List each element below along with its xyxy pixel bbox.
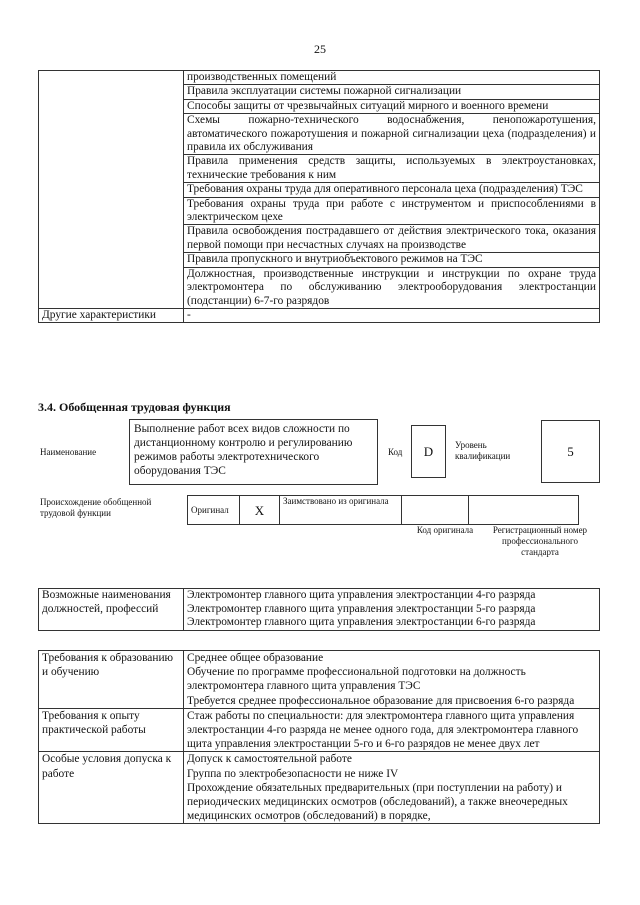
borrowed-label: Заимствовано из оригинала bbox=[280, 496, 402, 525]
conditions-label: Особые условия допуска к работе bbox=[39, 752, 184, 824]
knowledge-item: Схемы пожарно-технического водоснабжения, пенопожаротушения, автоматического пожаротушения и пожарной сигнализации цеха (подразделения) и правила их обслуживания bbox=[184, 114, 600, 155]
knowledge-label-cell bbox=[39, 71, 184, 309]
original-mark: X bbox=[240, 496, 280, 525]
gtf-name-box: Выполнение работ всех видов сложности по дистанционному контролю и регулированию режимов работы электротехнического оборудования ТЭС bbox=[129, 419, 378, 485]
education-item: Требуется среднее профессиональное образование для присвоения 6-го разряда bbox=[187, 694, 575, 707]
origin-label: Происхождение обобщенной трудовой функции bbox=[40, 497, 152, 518]
origin-table bbox=[187, 495, 579, 525]
original-label: Оригинал bbox=[188, 496, 240, 525]
requirements-table bbox=[38, 650, 600, 824]
positions-table bbox=[38, 588, 600, 631]
level-box: 5 bbox=[541, 420, 600, 483]
education-item: Среднее общее образование bbox=[187, 652, 324, 664]
knowledge-item: Правила эксплуатации системы пожарной сигнализации bbox=[184, 85, 600, 99]
knowledge-item: производственных помещений bbox=[184, 71, 600, 85]
positions-list bbox=[184, 589, 600, 631]
code-caption: Код оригинала bbox=[416, 525, 474, 535]
knowledge-item: Требования охраны труда при работе с инструментом и приспособлениями в электрическом цехе bbox=[184, 197, 600, 225]
condition-item: Допуск к самостоятельной работе bbox=[187, 753, 352, 766]
position-item: Электромонтер главного щита управления электростанции 6-го разряда bbox=[187, 616, 536, 629]
knowledge-item: Требования охраны труда для оперативного персонала цеха (подразделения) ТЭС bbox=[184, 183, 600, 197]
knowledge-item: Способы защиты от чрезвычайных ситуаций мирного и военного времени bbox=[184, 99, 600, 113]
knowledge-item: Правила пропускного и внутриобъектового режимов на ТЭС bbox=[184, 253, 600, 267]
knowledge-table bbox=[38, 70, 600, 323]
position-item: Электромонтер главного щита управления электростанции 4-го разряда bbox=[187, 589, 536, 601]
condition-item: Группа по электробезопасности не ниже IV bbox=[187, 767, 399, 780]
experience-label: Требования к опыту практической работы bbox=[39, 708, 184, 752]
knowledge-item: Правила освобождения пострадавшего от действия электрического тока, оказания первой помощи при несчастных случаях на производстве bbox=[184, 225, 600, 253]
reg-caption: Регистрационный номер профессионального стандарта bbox=[492, 525, 588, 557]
other-characteristics-value: - bbox=[184, 308, 600, 322]
page-number: 25 bbox=[314, 42, 326, 56]
original-code-cell bbox=[402, 496, 469, 525]
knowledge-item: Должностная, производственные инструкции и инструкции по охране труда электромонтера по обслуживанию электрооборудования электростанции (подстанции) 6-7-го разрядов bbox=[184, 267, 600, 308]
education-values bbox=[184, 651, 600, 709]
positions-label: Возможные наименования должностей, профессий bbox=[39, 589, 184, 631]
education-label: Требования к образованию и обучению bbox=[39, 651, 184, 709]
condition-item: Прохождение обязательных предварительных (при поступлении на работу) и периодических медицинских осмотров (обследований), а также внеочередных медицинских осмотров (обследований) в порядке, bbox=[187, 781, 568, 823]
code-box: D bbox=[411, 425, 446, 478]
conditions-values bbox=[184, 752, 600, 824]
name-label: Наименование bbox=[40, 447, 97, 457]
code-label: Код bbox=[388, 447, 403, 457]
education-item: Обучение по программе профессиональной подготовки на должность электромонтера главного щита управления ТЭС bbox=[187, 666, 526, 693]
level-label: Уровень квалификации bbox=[455, 440, 511, 461]
experience-value: Стаж работы по специальности: для электромонтера главного щита управления электростанции 4-го разряда не менее одного года, для электромонтера главного щита управления электростанции 5-го и 6-го разрядов не менее двух лет bbox=[184, 708, 600, 752]
knowledge-item: Правила применения средств защиты, используемых в электроустановках, технические требования к ним bbox=[184, 155, 600, 183]
registration-number-cell bbox=[469, 496, 579, 525]
other-characteristics-label: Другие характеристики bbox=[39, 308, 184, 322]
section-title: 3.4. Обобщенная трудовая функция bbox=[38, 400, 231, 414]
position-item: Электромонтер главного щита управления электростанции 5-го разряда bbox=[187, 602, 536, 615]
